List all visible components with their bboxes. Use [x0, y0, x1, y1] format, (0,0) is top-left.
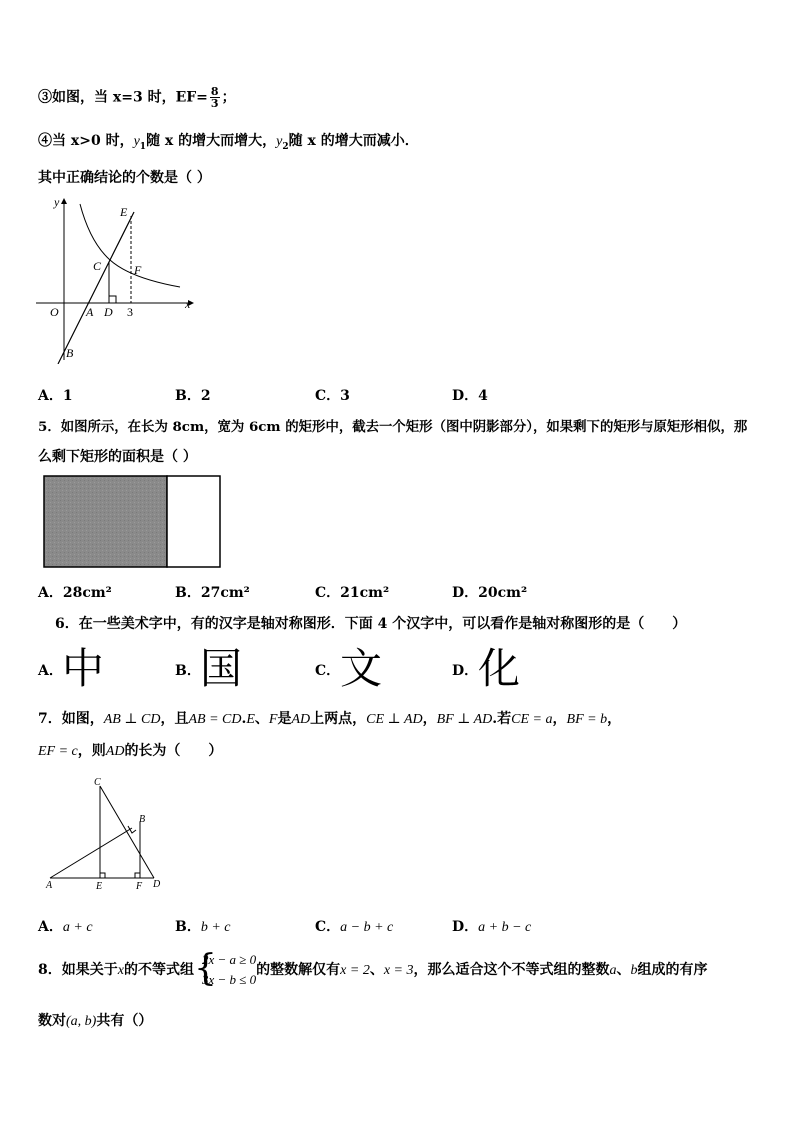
q4-item4-text-b: 随 x 的增大而增大，	[146, 133, 277, 149]
q7-text: ，	[607, 711, 622, 727]
q7-text: ，则	[77, 743, 106, 759]
q4-item3-text: ③如图，当 x=3 时，EF=	[38, 89, 208, 106]
q5-option-c[interactable]: C．21cm²	[315, 585, 390, 601]
q8-math: a	[609, 963, 617, 978]
q4-item4-text-c: 随 x 的增大而减小．	[288, 133, 419, 149]
q7-math: CE ⊥ AD	[366, 712, 423, 727]
q4-option-c[interactable]: C．3	[315, 388, 350, 404]
q8-text: 、	[616, 962, 631, 978]
remaining-rectangle	[167, 476, 220, 567]
q7-text: ，	[552, 711, 567, 727]
inequality-1: 2x − a ≥ 0	[201, 952, 257, 967]
label-f: F	[134, 263, 142, 277]
right-angle-f	[135, 873, 140, 878]
label-c: C	[94, 777, 101, 788]
q7-math: AD	[105, 744, 125, 759]
q7-stem-line2	[38, 740, 222, 760]
q5-rectangle-figure	[42, 474, 232, 570]
q6-stem: 6．在一些美术字中，有的汉字是轴对称图形．下面 4 个汉字中，可以看作是轴对称图形的是（ ）	[55, 616, 687, 632]
q6-option-b-label[interactable]: B．	[175, 663, 201, 679]
right-angle-e	[100, 873, 105, 878]
label-a: A	[46, 880, 53, 891]
q6-option-c-label[interactable]: C．	[315, 663, 341, 679]
q4-item3	[38, 86, 236, 109]
option-expression: a − b + c	[340, 920, 394, 935]
option-letter: B．	[175, 919, 201, 935]
q7-math: CE = a	[511, 712, 553, 727]
q7-math: BF ⊥ AD	[436, 712, 493, 727]
q7-text: 7．如图，	[38, 711, 104, 727]
q7-math: E	[246, 712, 255, 727]
q8-text: 的不等式组	[123, 962, 194, 978]
q5-stem-line1: 5．如图所示，在长为 8cm，宽为 6cm 的矩形中，截去一个矩形（图中阴影部分），如果剩下的矩形与原矩形相似，那	[38, 419, 748, 435]
q4-item4	[38, 130, 419, 152]
y1-symbol: y	[133, 134, 140, 149]
label-x: x	[185, 297, 191, 311]
q4-item4-text-a: ④当 x>0 时，	[38, 133, 134, 149]
q5-option-a[interactable]: A．28cm²	[38, 585, 112, 601]
shaded-rectangle	[44, 476, 167, 567]
q8-text: 的整数解仅有	[256, 962, 341, 978]
label-d: D	[153, 879, 161, 890]
right-angle-mark	[109, 296, 116, 303]
inequality-system	[194, 950, 256, 990]
q7-math: AD	[291, 712, 311, 727]
option-letter: A．	[38, 919, 63, 935]
q8-stem-line2	[38, 1010, 152, 1030]
q8-text: 数对	[38, 1013, 66, 1029]
q7-option-b[interactable]	[175, 916, 231, 936]
q8-text: 组成的有序	[637, 962, 708, 978]
option-expression: a + b − c	[478, 920, 532, 935]
q4-option-a[interactable]: A．1	[38, 388, 73, 404]
q5-stem-line2: 么剩下矩形的面积是（ ）	[38, 449, 197, 465]
label-b: B	[139, 814, 146, 825]
q7-math: AB = CD	[188, 712, 242, 727]
q4-item3-suffix: ；	[221, 89, 236, 106]
fraction-numerator: 8	[210, 85, 219, 98]
q5-option-d[interactable]: D．20cm²	[452, 585, 528, 601]
q7-triangle-figure	[40, 772, 180, 894]
option-letter: D．	[452, 919, 479, 935]
q8-text: 8．如果关于	[38, 962, 118, 978]
inequality-2: 3x − b ≤ 0	[201, 972, 257, 987]
option-letter: C．	[315, 919, 341, 935]
q4-option-d[interactable]: D．4	[452, 388, 488, 404]
fraction-denominator: 3	[210, 97, 219, 110]
q7-text: .若	[492, 711, 512, 727]
q8-math: x	[117, 963, 124, 978]
q8-math: x = 2	[340, 963, 370, 978]
q7-option-d[interactable]	[452, 916, 531, 936]
label-e: E	[120, 205, 128, 219]
q6-char-zhong[interactable]: 中	[62, 644, 105, 693]
q6-char-hua[interactable]: 化	[478, 644, 521, 693]
q7-math: BF = b	[566, 712, 608, 727]
q6-char-wen[interactable]: 文	[340, 644, 383, 693]
q8-text: ，那么适合这个不等式组的整数	[413, 962, 610, 978]
q4-option-b[interactable]: B．2	[175, 388, 211, 404]
q7-text: ，	[422, 711, 437, 727]
q7-text: .	[241, 711, 247, 727]
q8-text: 共有（）	[96, 1013, 153, 1029]
segment-cd	[100, 786, 154, 878]
q6-option-d-label[interactable]: D．	[452, 663, 479, 679]
y1-subscript: 1	[139, 141, 147, 152]
segment-ab	[50, 828, 132, 878]
brace-icon: {	[193, 948, 217, 989]
hyperbola-curve	[80, 204, 180, 287]
q7-option-a[interactable]	[38, 916, 93, 936]
q4-stem: 其中正确结论的个数是（ ）	[38, 170, 211, 186]
q7-text: 是	[277, 711, 292, 727]
q4-function-graph	[30, 192, 200, 364]
label-o: O	[50, 305, 59, 319]
q8-text: 、	[369, 962, 384, 978]
label-c: C	[93, 259, 102, 273]
q5-option-b[interactable]: B．27cm²	[175, 585, 250, 601]
q6-option-a-label[interactable]: A．	[38, 663, 63, 679]
y2-symbol: y	[276, 134, 283, 149]
q8-math: x = 3	[383, 963, 414, 978]
label-d: D	[104, 305, 113, 319]
q8-math: b	[630, 963, 638, 978]
fraction	[210, 86, 220, 109]
q7-text: 、	[254, 711, 269, 727]
label-3: 3	[127, 305, 133, 319]
y-axis-arrow	[61, 198, 67, 204]
q7-option-c[interactable]	[315, 916, 393, 936]
linear-function-line	[58, 212, 134, 364]
q6-char-guo[interactable]: 国	[200, 644, 243, 693]
label-b: B	[66, 346, 74, 360]
option-expression: a + c	[62, 920, 93, 935]
label-e: E	[96, 881, 103, 892]
label-y: y	[54, 195, 60, 209]
q8-stem-line1	[38, 950, 708, 991]
q7-text: 上两点，	[310, 711, 367, 727]
q7-text: ，且	[160, 711, 189, 727]
q7-stem-line1	[38, 708, 621, 728]
q8-math: (a, b)	[66, 1014, 97, 1029]
q7-text: 的长为（ ）	[124, 743, 223, 759]
label-f: F	[136, 881, 143, 892]
q7-math: AB ⊥ CD	[103, 712, 161, 727]
label-a: A	[86, 305, 94, 319]
y2-subscript: 2	[282, 141, 289, 152]
q7-math: EF = c	[38, 744, 78, 759]
option-expression: b + c	[200, 920, 231, 935]
q7-math: F	[268, 712, 278, 727]
